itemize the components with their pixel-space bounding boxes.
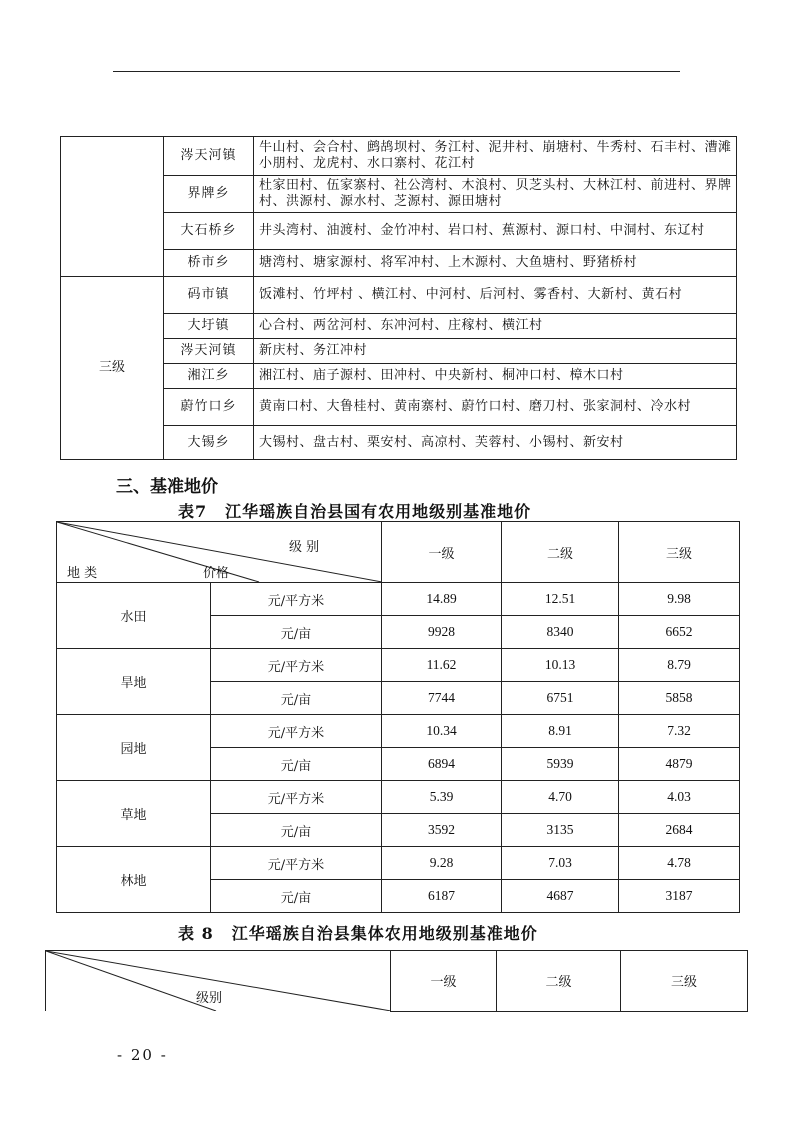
land-type-cell: 草地 xyxy=(57,781,211,847)
price-cell: 3592 xyxy=(382,814,502,847)
unit-cell: 元/平方米 xyxy=(211,649,382,682)
table-row xyxy=(61,277,737,314)
price-cell: 14.89 xyxy=(382,583,502,616)
price-cell: 9928 xyxy=(382,616,502,649)
land-type-cell: 旱地 xyxy=(57,649,211,715)
price-cell: 5939 xyxy=(502,748,619,781)
section-heading: 三、基准地价 xyxy=(116,477,218,497)
village-list: 心合村、两岔河村、东冲河村、庄稼村、横江村 xyxy=(254,314,737,339)
town-name: 蔚竹口乡 xyxy=(164,389,254,426)
level-cell xyxy=(61,137,164,277)
table-row xyxy=(57,715,740,748)
level-cell: 三级 xyxy=(61,277,164,460)
unit-cell: 元/亩 xyxy=(211,880,382,913)
town-name: 桥市乡 xyxy=(164,250,254,277)
price-cell: 11.62 xyxy=(382,649,502,682)
town-name: 界牌乡 xyxy=(164,176,254,213)
village-level-table xyxy=(60,136,737,460)
town-name: 码市镇 xyxy=(164,277,254,314)
header-landtype-label: 地 类 xyxy=(67,566,98,581)
header-price-label: 价格 xyxy=(203,566,230,581)
price-cell: 4.78 xyxy=(619,847,740,880)
header-rule xyxy=(113,71,680,72)
unit-cell: 元/平方米 xyxy=(211,715,382,748)
price-cell: 4.03 xyxy=(619,781,740,814)
column-header: 一级 xyxy=(382,522,502,583)
town-name: 涔天河镇 xyxy=(164,339,254,364)
town-name: 大锡乡 xyxy=(164,426,254,460)
table7-caption xyxy=(178,499,531,522)
table7-caption-number: 表7 xyxy=(178,502,208,521)
header-level-label: 级别 xyxy=(196,991,223,1006)
town-name: 大石桥乡 xyxy=(164,213,254,250)
village-list: 饭滩村、竹坪村 、横江村、中河村、后河村、雾香村、大新村、黄石村 xyxy=(254,277,737,314)
price-cell: 2684 xyxy=(619,814,740,847)
table7-caption-title: 江华瑶族自治县国有农用地级别基准地价 xyxy=(225,502,532,521)
price-cell: 7.32 xyxy=(619,715,740,748)
price-cell: 6894 xyxy=(382,748,502,781)
land-type-cell: 园地 xyxy=(57,715,211,781)
page-number: - 20 - xyxy=(117,1046,168,1064)
diagonal-header-cell xyxy=(57,522,382,583)
price-cell: 7744 xyxy=(382,682,502,715)
price-cell: 9.28 xyxy=(382,847,502,880)
state-farmland-price-table xyxy=(56,521,740,913)
price-cell: 8.91 xyxy=(502,715,619,748)
table-header-row xyxy=(57,522,740,583)
price-cell: 8340 xyxy=(502,616,619,649)
column-header: 三级 xyxy=(621,951,748,1012)
table-row xyxy=(57,649,740,682)
unit-cell: 元/平方米 xyxy=(211,847,382,880)
diagonal-header-cell xyxy=(46,951,391,1012)
price-cell: 3187 xyxy=(619,880,740,913)
column-header: 二级 xyxy=(497,951,621,1012)
village-list: 大锡村、盘古村、栗安村、高凉村、芙蓉村、小锡村、新安村 xyxy=(254,426,737,460)
header-level-label: 级 别 xyxy=(289,540,320,555)
column-header: 二级 xyxy=(502,522,619,583)
table-row xyxy=(57,583,740,616)
village-list: 湘江村、庙子源村、田冲村、中央新村、桐冲口村、樟木口村 xyxy=(254,364,737,389)
village-list: 新庆村、务江冲村 xyxy=(254,339,737,364)
village-list: 黄南口村、大鲁桂村、黄南寨村、蔚竹口村、磨刀村、张家洞村、冷水村 xyxy=(254,389,737,426)
price-cell: 8.79 xyxy=(619,649,740,682)
land-type-cell: 水田 xyxy=(57,583,211,649)
price-cell: 5.39 xyxy=(382,781,502,814)
price-cell: 10.13 xyxy=(502,649,619,682)
price-cell: 9.98 xyxy=(619,583,740,616)
table8-caption-title: 江华瑶族自治县集体农用地级别基准地价 xyxy=(231,924,538,943)
table-header-row xyxy=(46,951,748,1012)
unit-cell: 元/平方米 xyxy=(211,781,382,814)
unit-cell: 元/亩 xyxy=(211,682,382,715)
town-name: 湘江乡 xyxy=(164,364,254,389)
price-cell: 12.51 xyxy=(502,583,619,616)
village-list: 牛山村、会合村、鹧鸪坝村、务江村、泥井村、崩塘村、牛秀村、石丰村、漕滩小朋村、龙虎村、水口寨村、花江村 xyxy=(254,137,737,176)
collective-farmland-price-table xyxy=(45,950,748,1012)
column-header: 一级 xyxy=(391,951,497,1012)
price-cell: 5858 xyxy=(619,682,740,715)
price-cell: 6187 xyxy=(382,880,502,913)
price-cell: 6751 xyxy=(502,682,619,715)
unit-cell: 元/亩 xyxy=(211,748,382,781)
table-row xyxy=(57,781,740,814)
unit-cell: 元/亩 xyxy=(211,616,382,649)
price-cell: 4.70 xyxy=(502,781,619,814)
price-cell: 4687 xyxy=(502,880,619,913)
price-cell: 6652 xyxy=(619,616,740,649)
table-row xyxy=(57,847,740,880)
unit-cell: 元/亩 xyxy=(211,814,382,847)
town-name: 涔天河镇 xyxy=(164,137,254,176)
land-type-cell: 林地 xyxy=(57,847,211,913)
village-list: 井头湾村、油渡村、金竹冲村、岩口村、蕉源村、源口村、中洞村、东辽村 xyxy=(254,213,737,250)
column-header: 三级 xyxy=(619,522,740,583)
town-name: 大圩镇 xyxy=(164,314,254,339)
price-cell: 4879 xyxy=(619,748,740,781)
table8-caption xyxy=(178,921,538,944)
village-list: 塘湾村、塘家源村、将军冲村、上木源村、大鱼塘村、野猪桥村 xyxy=(254,250,737,277)
table8-caption-number: 表 8 xyxy=(178,924,214,943)
price-cell: 3135 xyxy=(502,814,619,847)
table-row xyxy=(61,137,737,176)
village-list: 杜家田村、伍家寨村、社公湾村、木浪村、贝芝头村、大林江村、前进村、界牌村、洪源村、源水村、芝源村、源田塘村 xyxy=(254,176,737,213)
unit-cell: 元/平方米 xyxy=(211,583,382,616)
price-cell: 7.03 xyxy=(502,847,619,880)
price-cell: 10.34 xyxy=(382,715,502,748)
